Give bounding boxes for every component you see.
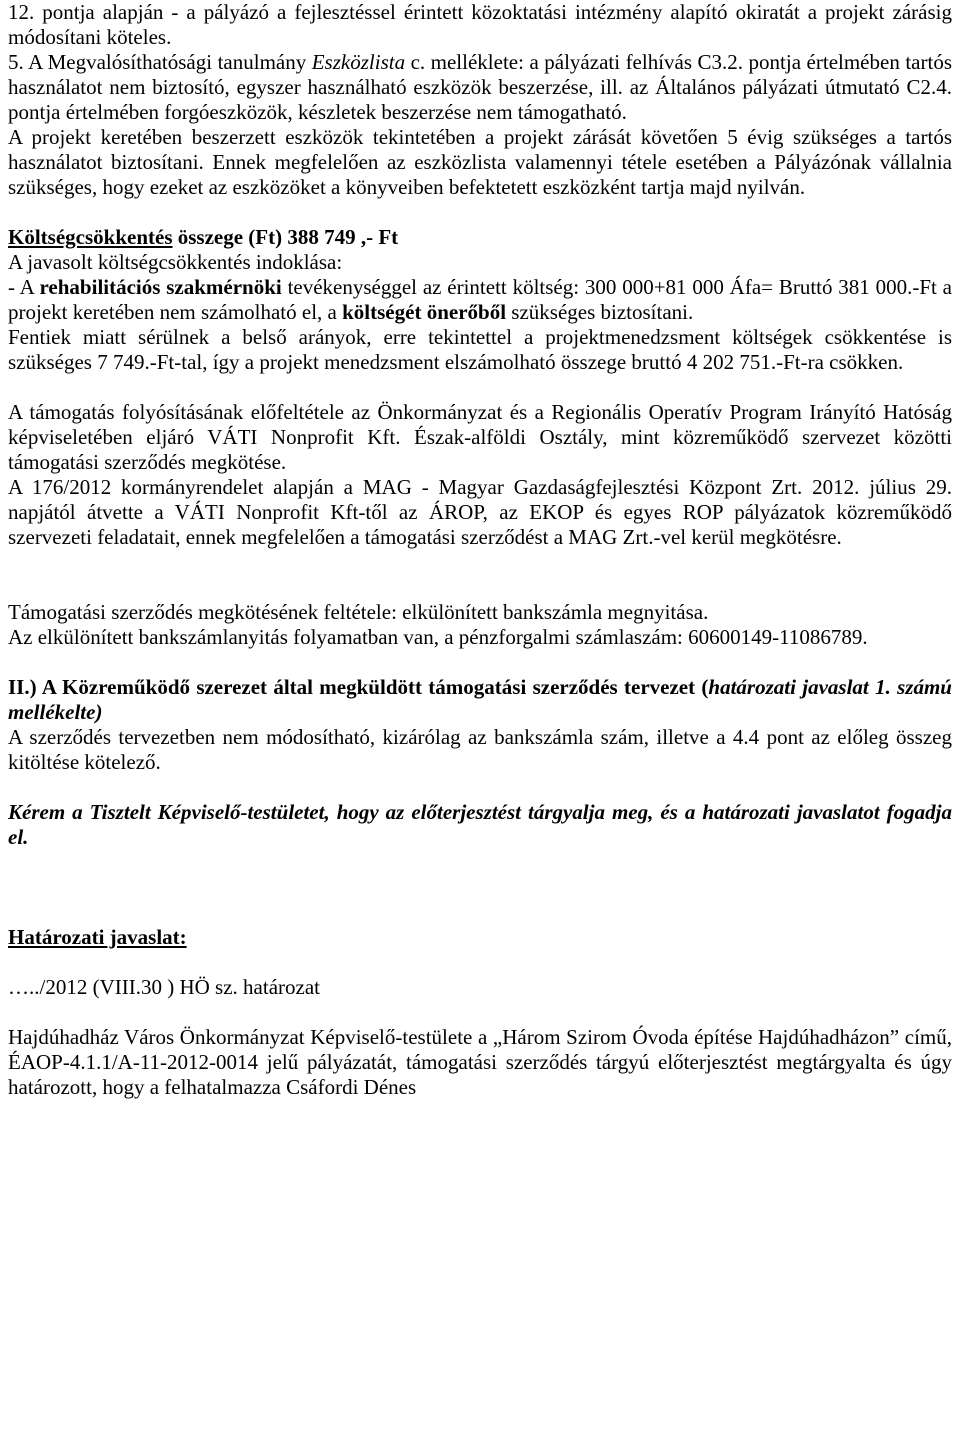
cost-title xyxy=(8,225,952,250)
section2-body: A szerződés tervezetben nem módosítható, kizárólag az bankszámla szám, illetve a 4.4 pont az előleg összeg kitöltése kötelező. xyxy=(8,725,952,774)
item5-text-a: 5. A Megvalósíthatósági tanulmány xyxy=(8,50,312,74)
cost-title-underlined: Költségcsökkentés xyxy=(8,225,173,249)
resolution-heading xyxy=(8,925,952,950)
eszkoz-paragraph: A projekt keretében beszerzett eszközök tekintetében a projekt zárását követően 5 évig szükséges a tartós használatot biztosítani. Ennek megfelelően az eszközlista valamennyi tétele esetében a Pályázónak vállalnia szükséges, hogy ezeket az eszközöket a könyveiben befektetett eszközként tartja majd nyilván. xyxy=(8,125,952,199)
cost-title-rest: összege (Ft) 388 749 ,- Ft xyxy=(172,225,399,249)
support-paragraph-1: A támogatás folyósításának előfeltétele az Önkormányzat és a Regionális Operatív Program Irányító Hatóság képviseletében eljáró VÁTI Nonprofit Kft. Észak-alföldi Osztály, mint közreműködő szervezet közötti támogatási szerződés megkötése. xyxy=(8,400,952,474)
cost-reason-line xyxy=(8,275,952,325)
cost-line-b: tevékenységgel az érintett költség: 300 000+81 000 Áfa= Bruttó 381 000.-Ft a projekt keretében nem számolható el, a xyxy=(8,275,953,324)
cost-fentiek: Fentiek miatt sérülnek a belső arányok, erre tekintettel a projektmenedzsment költségek csökkentése is szükséges 7 749.-Ft-tal, így a projekt menedzsment elszámolható összege bruttó 4 202 751.-Ft-ra csökken. xyxy=(8,325,952,374)
section2-heading-bolditalic: határozati javaslat 1. számú mellékelte) xyxy=(8,675,952,724)
resolution-heading-text: Határozati javaslat: xyxy=(8,925,187,949)
request-paragraph: Kérem a Tisztelt Képviselő-testületet, hogy az előterjesztést tárgyalja meg, és a határozati javaslatot fogadja el. xyxy=(8,800,952,849)
cost-line-c: szükséges biztosítani. xyxy=(506,300,694,324)
cost-reason-label: A javasolt költségcsökkentés indoklása: xyxy=(8,250,343,274)
support-paragraph-2: A 176/2012 kormányrendelet alapján a MAG - Magyar Gazdaságfejlesztési Központ Zrt. 2012. július 29. napjától átvette a VÁTI Nonprofit Kft-től az ÁROP, az EKOP és egyes ROP pályázatok közreműködő szervezeti feladatait, ennek megfelelően a támogatási szerződést a MAG Zrt.-vel kerül megkötésre. xyxy=(8,475,952,549)
intro-item-5 xyxy=(8,50,952,125)
item5-text-b: c. melléklete: a pályázati felhívás C3.2. pontja értelmében tartós használatot nem biztosító, egyszer használható eszközök beszerzése, ill. az Általános pályázati útmutató C2.4. pontja értelmében forgóeszközök, készletek beszerzése nem támogatható. xyxy=(8,50,952,124)
section2-heading xyxy=(8,675,952,725)
cost-line-a: - A xyxy=(8,275,40,299)
bank-paragraph-1: Támogatási szerződés megkötésének feltétele: elkülönített bankszámla megnyitása. xyxy=(8,600,709,624)
item5-italic: Eszközlista xyxy=(311,50,406,74)
section2-heading-bold: II.) A Közreműködő szerezet által megküldött támogatási szerződés tervezet ( xyxy=(8,675,709,699)
resolution-number: …../2012 (VIII.30 ) HÖ sz. határozat xyxy=(8,975,320,999)
cost-line-bold1: rehabilitációs szakmérnöki xyxy=(39,275,282,299)
intro-item-12: 12. pontja alapján - a pályázó a fejlesztéssel érintett közoktatási intézmény alapító okiratát a projekt zárásig módosítani köteles. xyxy=(8,0,952,49)
resolution-body: Hajdúhadház Város Önkormányzat Képviselő-testülete a „Három Szirom Óvoda építése Hajdúhadházon” című, ÉAOP-4.1.1/A-11-2012-0014 jelű pályázatát, támogatási szerződés tárgyú előterjesztést megtárgyalta és úgy határozott, hogy a felhatalmazza Csáfordi Dénes xyxy=(8,1025,952,1099)
bank-paragraph-2: Az elkülönített bankszámlanyitás folyamatban van, a pénzforgalmi számlaszám: 60600149-11086789. xyxy=(8,625,868,649)
cost-line-bold2: költségét önerőből xyxy=(342,300,507,324)
